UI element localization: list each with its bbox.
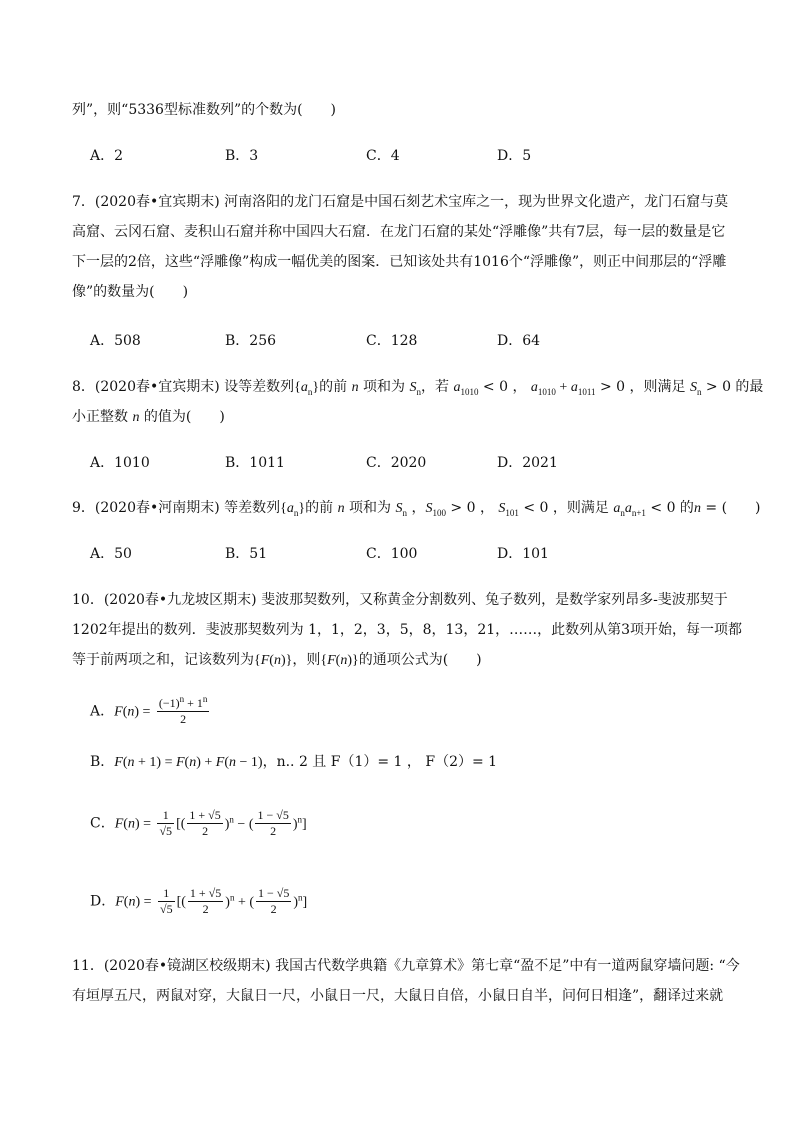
q7-line-1: 7．(2020春•宜宾期末) 河南洛阳的龙门石窟是中国石刻艺术宝库之一，现为世界文化遗产，龙门石窟与莫 (72, 194, 729, 210)
q6-option-b: B．3 (225, 148, 259, 164)
q7-option-c: C．128 (366, 333, 418, 349)
q10-line-1: 10．(2020春•九龙坡区期末) 斐波那契数列，又称黄金分割数列、兔子数列，是数学家列昂多-斐波那契于 (72, 592, 728, 608)
q10-option-c: C．F(n) = $\frac{1}{√5}$ [( $\frac{1 + √5}{2}$ )$^n$ − ( $\frac{1 - √5}{2}$ )$^n$] (90, 808, 307, 838)
q9-s101: $S_{101}$ (498, 501, 519, 518)
q7-option-b: B．256 (225, 333, 277, 349)
q9-line-1: 9．(2020春•河南期末) 等差数列$\{a_n\}$的前 n 项和为 $S_n$ ，$S_{100} > 0$ ， $S_{101} < 0$ ，则满足 $a_na_{n+1} < 0$ 的n = ( ) (72, 500, 761, 518)
q8-a1010: $a_{1010}$ (453, 380, 479, 397)
q8-sn-2: $S_n$ (689, 380, 702, 397)
q9-s100: $S_{100}$ (425, 501, 446, 518)
q8-line-2: 小正整数 n 的值为( ) (72, 409, 225, 425)
q11-line-2: 有垣厚五尺，两鼠对穿，大鼠日一尺，小鼠日一尺，大鼠日自倍，小鼠日自半，问何日相逢”，翻译过来就 (72, 988, 724, 1004)
q8-option-c: C．2020 (366, 455, 427, 471)
q8-option-d: D．2021 (497, 455, 558, 471)
q7-option-d: D．64 (497, 333, 541, 349)
q11-line-1: 11．(2020春•镜湖区校级期末) 我国古代数学典籍《九章算术》第七章“盈不足”中有一道两鼠穿墙问题: “今 (72, 958, 740, 974)
q9-option-a: A．50 (90, 546, 132, 562)
q9-seq-an: $\{a_n\}$ (280, 501, 306, 518)
q8-option-a: A．1010 (90, 455, 150, 471)
q7-line-4: 像”的数量为( ) (72, 284, 189, 300)
q7-line-2: 高窟、云冈石窟、麦积山石窟并称中国四大石窟．在龙门石窟的某处“浮雕像”共有7层，每一层的数量是它 (72, 224, 726, 240)
q10-line-3: 等于前两项之和，记该数列为{F(n)}，则{F(n)}的通项公式为( ) (72, 652, 482, 668)
q9-option-b: B．51 (225, 546, 268, 562)
q8-n-var: n (351, 380, 359, 395)
q6-option-a: A．2 (90, 148, 124, 164)
q6-option-d: D．5 (497, 148, 532, 164)
q8-sn: $S_n$ (409, 380, 421, 397)
q10-option-d: D．F(n) = $\frac{1}{√5}$ [( $\frac{1 + √5}{2}$ )$^n$ + ( $\frac{1 - √5}{2}$ )$^n$] (90, 886, 308, 916)
q8-line-1: 8．(2020春•宜宾期末) 设等差数列$\{a_n\}$的前 n 项和为 $S_n$，若 $a_{1010} < 0$ ， $a_{1010} + a_{1011} > 0$ ，则满足 $S_n > 0$ 的最 (72, 379, 764, 397)
q10-option-b: B．F(n + 1) = F(n) + F(n − 1)，n.. 2 且 F（1）= 1 ， F（2）= 1 (90, 754, 498, 770)
q9-an-an1: $a_na_{n+1}$ (613, 501, 646, 518)
q10-option-a: A．F(n) = $\frac{(-1)^n + 1^n}{2}$ (90, 694, 208, 726)
q10-option-a-fraction: $\frac{(-1)^n + 1^n}{2}$ (158, 694, 208, 726)
q6-option-c: C．4 (366, 148, 400, 164)
q8-a1010-plus-a1011: $a_{1010} + a_{1011}$ (530, 380, 596, 397)
q10-line-2: 1202年提出的数列．斐波那契数列为 1，1，2，3，5，8，13，21，……，此数列从第3项开始，每一项都 (72, 622, 743, 638)
q6-tail-text: 列”，则“5336型标准数列”的个数为( ) (72, 102, 337, 118)
q8-seq-an: $\{a_n\}$ (294, 380, 320, 397)
q9-option-c: C．100 (366, 546, 418, 562)
q8-option-b: B．1011 (225, 455, 285, 471)
q9-option-d: D．101 (497, 546, 549, 562)
q7-option-a: A．508 (90, 333, 141, 349)
q7-line-3: 下一层的2倍，这些“浮雕像”构成一幅优美的图案．已知该处共有1016个“浮雕像”，则正中间那层的“浮雕 (72, 254, 727, 270)
